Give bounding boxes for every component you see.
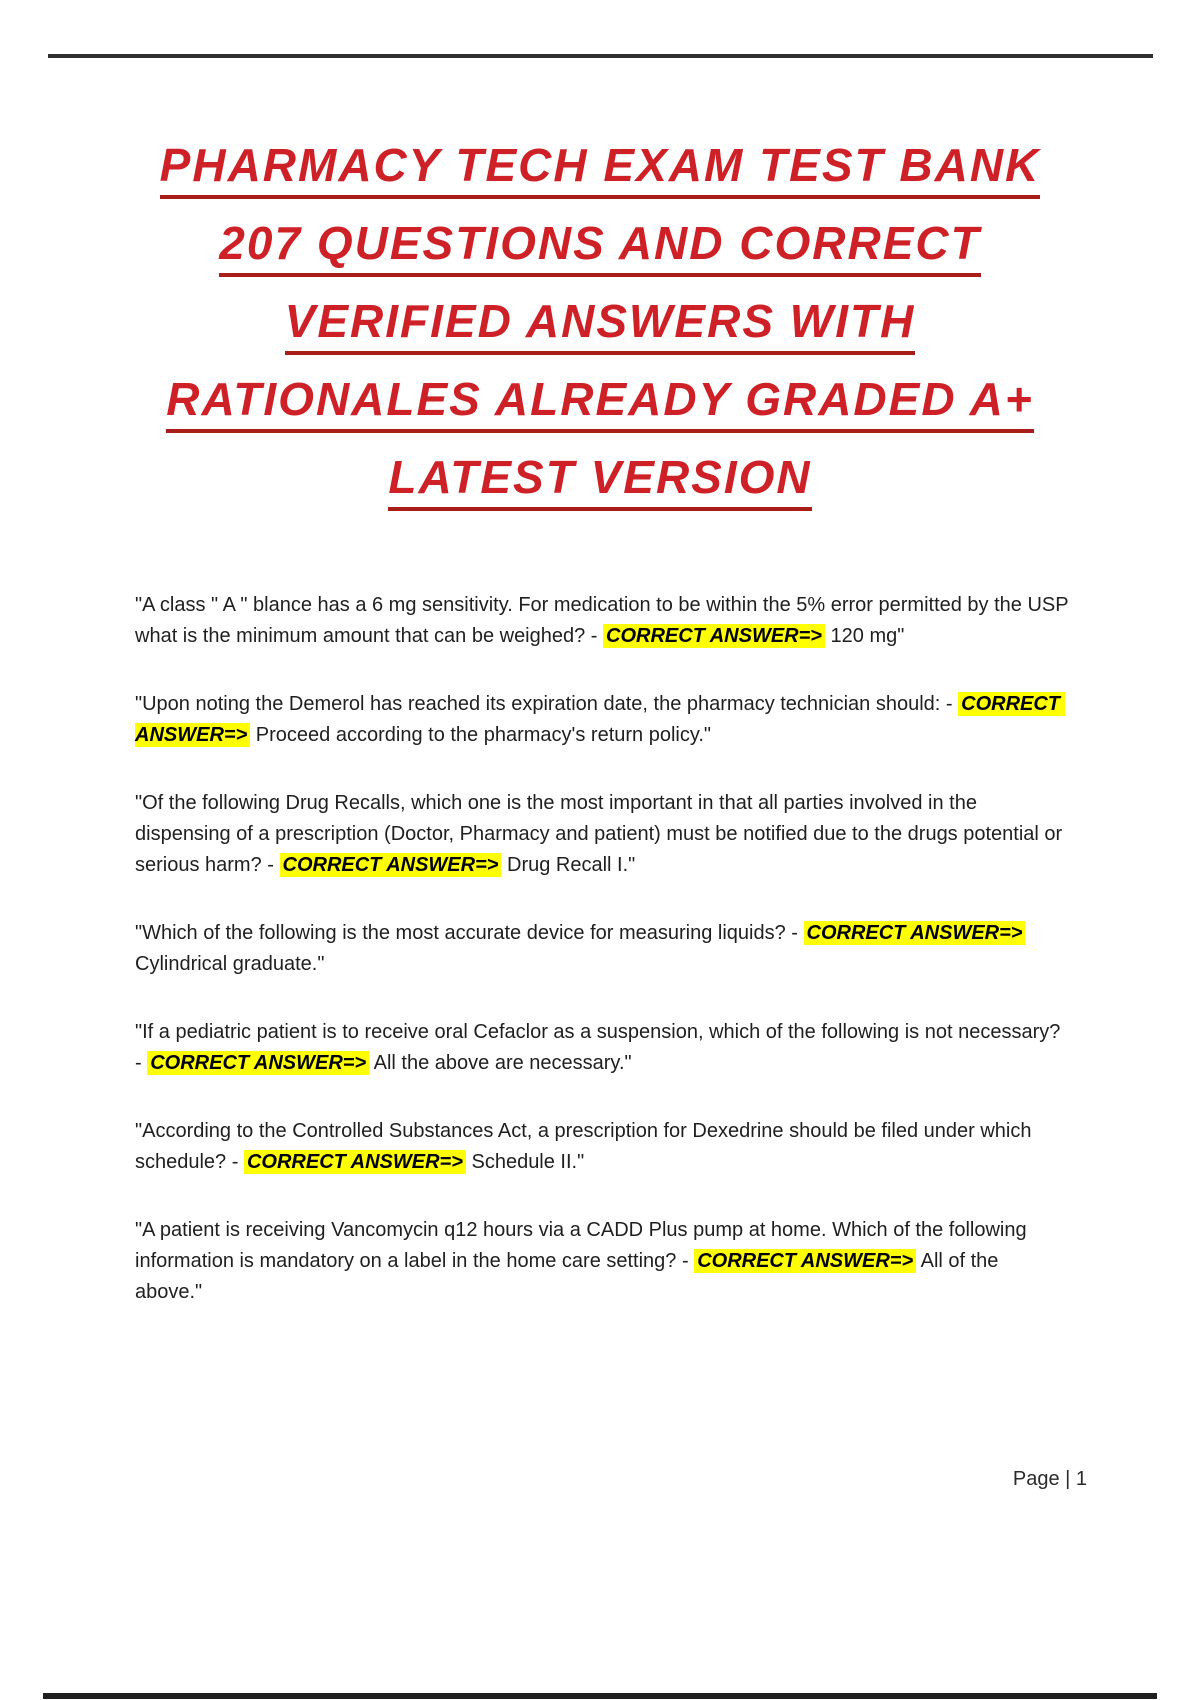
question-text: "Of the following Drug Recalls, which one is the most important in that all parties involved in the dispensing of a prescription (Doctor, Pharmacy and patient) must be notified due to the drugs potential or serious harm? - xyxy=(135,792,1068,876)
answer-text: Proceed according to the pharmacy's return policy." xyxy=(250,724,712,746)
qa-paragraph-1 xyxy=(135,590,1074,652)
answer-text: All of the above." xyxy=(135,1250,1004,1303)
title-line-4-text: RATIONALES ALREADY GRADED A+ xyxy=(166,373,1033,433)
answer-text: 120 mg" xyxy=(824,625,905,647)
qa-paragraph-3 xyxy=(135,788,1070,881)
page-number-footer: Page | 1 xyxy=(1012,1468,1087,1490)
title-line-2 xyxy=(70,208,1130,286)
answer-text: Schedule II." xyxy=(465,1151,585,1173)
qa-paragraph-4 xyxy=(135,918,1070,980)
qa-paragraph-7 xyxy=(135,1215,1070,1308)
question-text: "According to the Controlled Substances Act, a prescription for Dexedrine should be filed under which schedule? - xyxy=(135,1120,1038,1173)
top-border-rule xyxy=(48,54,1153,58)
bottom-border-rule xyxy=(43,1693,1157,1699)
document-title xyxy=(70,130,1130,520)
correct-answer-label: CORRECT ANSWER=> xyxy=(694,1249,916,1273)
qa-paragraph-2 xyxy=(135,689,1070,751)
title-line-4 xyxy=(70,364,1130,442)
correct-answer-label: CORRECT ANSWER=> xyxy=(804,921,1026,945)
question-text: "A patient is receiving Vancomycin q12 hours via a CADD Plus pump at home. Which of the following information is mandatory on a label in the home care setting? - xyxy=(135,1219,1033,1272)
qa-paragraph-6 xyxy=(135,1116,1070,1178)
correct-answer-label: CORRECT ANSWER=> xyxy=(280,853,502,877)
question-text: "If a pediatric patient is to receive oral Cefaclor as a suspension, which of the following is not necessary? - xyxy=(135,1021,1066,1074)
title-line-5-text: LATEST VERSION xyxy=(388,451,811,511)
correct-answer-label: CORRECT ANSWER=> xyxy=(147,1051,369,1075)
answer-text: All the above are necessary." xyxy=(369,1052,632,1074)
qa-paragraph-5 xyxy=(135,1017,1070,1079)
correct-answer-label: CORRECT ANSWER=> xyxy=(603,624,825,648)
qa-content xyxy=(135,590,1074,1345)
title-line-2-text: 207 QUESTIONS AND CORRECT xyxy=(219,217,980,277)
question-text: "Upon noting the Demerol has reached its expiration date, the pharmacy technician should: - xyxy=(135,693,959,715)
question-text: "Which of the following is the most accurate device for measuring liquids? - xyxy=(135,922,804,944)
question-text: "A class " A " blance has a 6 mg sensitivity. For medication to be within the 5% error permitted by the USP what is the minimum amount that can be weighed? - xyxy=(135,594,1074,647)
title-line-3-text: VERIFIED ANSWERS WITH xyxy=(285,295,916,355)
correct-answer-label: CORRECT ANSWER=> xyxy=(244,1150,466,1174)
answer-text: Cylindrical graduate." xyxy=(135,922,1032,975)
correct-answer-label: CORRECT ANSWER=> xyxy=(135,693,1065,746)
title-line-5 xyxy=(70,442,1130,520)
answer-text: Drug Recall I." xyxy=(501,854,636,876)
title-line-1-text: PHARMACY TECH EXAM TEST BANK xyxy=(160,139,1041,199)
title-line-3 xyxy=(70,286,1130,364)
title-line-1 xyxy=(70,130,1130,208)
